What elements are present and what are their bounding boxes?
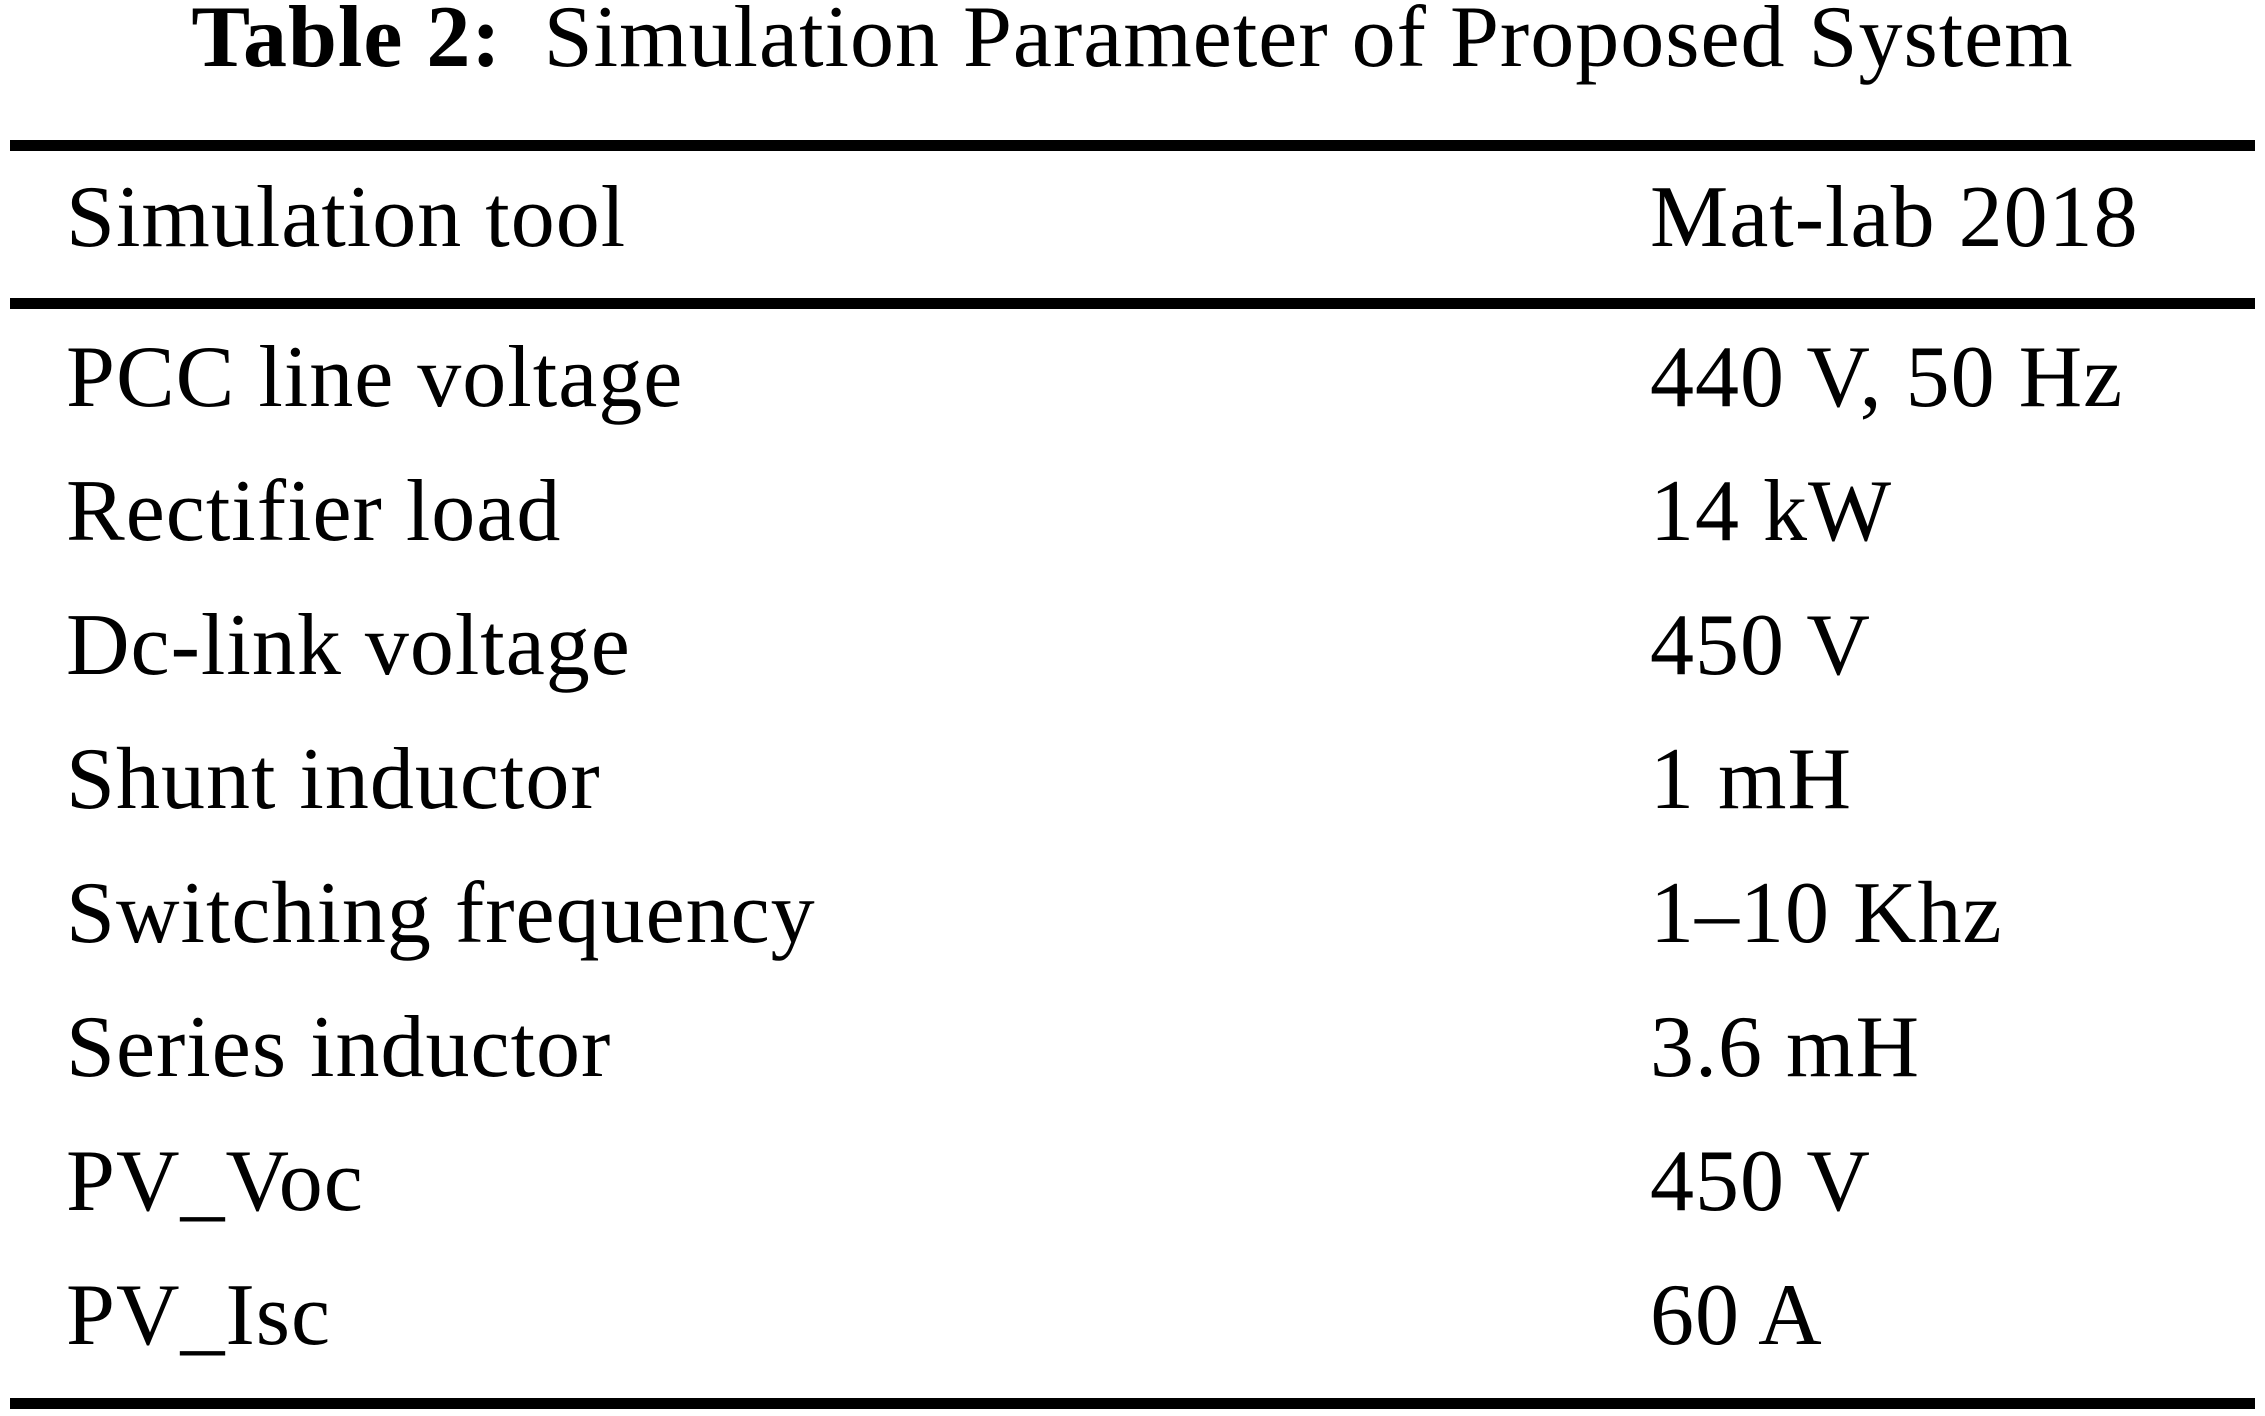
value-cell: 450 V <box>1650 597 1871 694</box>
param-cell: Dc-link voltage <box>66 597 631 694</box>
value-cell: 3.6 mH <box>1650 999 1920 1096</box>
table-row <box>10 1115 2255 1249</box>
table-row <box>10 311 2255 445</box>
param-cell: Shunt inductor <box>66 731 601 828</box>
table-row <box>10 847 2255 981</box>
parameter-table <box>10 140 2255 1409</box>
param-cell: PV_Voc <box>66 1133 364 1230</box>
value-cell: 1 mH <box>1650 731 1852 828</box>
param-cell: PCC line voltage <box>66 329 684 426</box>
table-row <box>10 1249 2255 1383</box>
param-cell: Switching frequency <box>66 865 816 962</box>
header-value-cell: Mat-lab 2018 <box>1650 169 2139 266</box>
value-cell: 14 kW <box>1650 463 1893 560</box>
table-header-row <box>10 151 2255 309</box>
value-cell: 450 V <box>1650 1133 1871 1230</box>
table-row <box>10 579 2255 713</box>
param-cell: Series inductor <box>66 999 612 1096</box>
header-param-cell: Simulation tool <box>66 169 627 266</box>
value-cell: 1–10 Khz <box>1650 865 2003 962</box>
value-cell: 440 V, 50 Hz <box>1650 329 2124 426</box>
table-row <box>10 445 2255 579</box>
table-row <box>10 713 2255 847</box>
table-body <box>10 309 2255 1398</box>
table-caption-label: Table 2: <box>191 0 502 86</box>
value-cell: 60 A <box>1650 1267 1823 1364</box>
table-caption <box>0 0 2265 86</box>
table-row <box>10 981 2255 1115</box>
table-caption-text: Simulation Parameter of Proposed System <box>543 0 2074 86</box>
param-cell: Rectifier load <box>66 463 562 560</box>
param-cell: PV_Isc <box>66 1267 332 1364</box>
